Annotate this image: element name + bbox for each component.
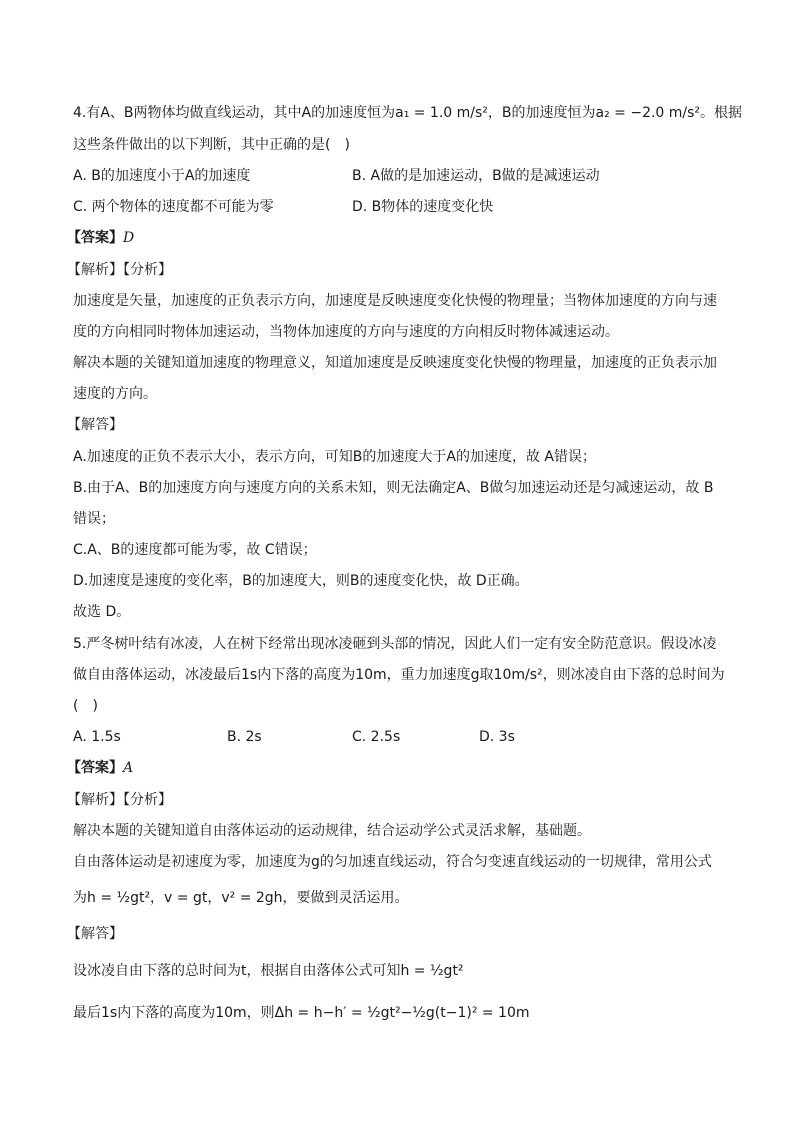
q5-solution-line: 设冰凌自由下落的总时间为t，根据自由落体公式可知h = ½gt² bbox=[73, 963, 464, 979]
q4-analysis-line: 度的方向相同时物体加速运动，当物体加速度的方向与速度的方向相反时物体减速运动。 bbox=[73, 324, 619, 340]
q5-option-c: C. 2.5s bbox=[352, 729, 401, 745]
q4-answer-tag: 【答案】 bbox=[67, 230, 123, 246]
q5-analysis-line: 为h = ½gt²，v = gt，v² = 2gh，要做到灵活运用。 bbox=[73, 890, 409, 906]
q4-analysis-line: 解决本题的关键知道加速度的物理意义，知道加速度是反映速度变化快慢的物理量，加速度的正负表示加 bbox=[73, 355, 717, 371]
q5-analysis-line: 自由落体运动是初速度为零，加速度为g的匀加速直线运动，符合匀变速直线运动的一切规律，常用公式 bbox=[73, 854, 712, 870]
q4-stem-line2: 这些条件做出的以下判断，其中正确的是( ) bbox=[73, 137, 350, 153]
q5-stem-line2: 做自由落体运动，冰凌最后1s内下落的高度为10m，重力加速度g取10m/s²，则冰凌自由下落的总时间为 bbox=[73, 667, 725, 683]
q4-analysis-line: 速度的方向。 bbox=[73, 386, 157, 402]
q4-answer-row bbox=[67, 228, 717, 248]
q4-analysis-line: 加速度是矢量，加速度的正负表示方向，加速度是反映速度变化快慢的物理量；当物体加速度的方向与速 bbox=[73, 293, 717, 309]
q5-stem-line1: 5.严冬树叶结有冰凌，人在树下经常出现冰凌砸到头部的情况，因此人们一定有安全防范意识。假设冰凌 bbox=[73, 636, 717, 652]
q4-answer-value: D bbox=[123, 230, 135, 246]
q5-analysis-tag: 【解析】【分析】 bbox=[67, 792, 172, 808]
q4-solution-line: 错误； bbox=[73, 511, 115, 527]
q5-option-a: A. 1.5s bbox=[73, 729, 121, 745]
q4-option-b: B. A做的是加速运动，B做的是减速运动 bbox=[352, 168, 600, 184]
q4-solution-line: C.A、B的速度都可能为零，故 C错误； bbox=[73, 542, 317, 558]
q5-answer-tag: 【答案】 bbox=[67, 760, 123, 776]
q4-solution-line: 故选 D。 bbox=[73, 604, 131, 620]
q5-analysis-line: 解决本题的关键知道自由落体运动的运动规律，结合运动学公式灵活求解，基础题。 bbox=[73, 823, 591, 839]
q5-solution-tag: 【解答】 bbox=[67, 926, 123, 942]
q5-option-b: B. 2s bbox=[227, 729, 262, 745]
q5-stem-line3: ( ) bbox=[73, 698, 98, 714]
q4-solution-line: A.加速度的正负不表示大小，表示方向，可知B的加速度大于A的加速度，故 A错误； bbox=[73, 449, 596, 465]
q4-option-d: D. B物体的速度变化快 bbox=[352, 199, 494, 215]
q5-option-d: D. 3s bbox=[479, 729, 515, 745]
q4-solution-line: D.加速度是速度的变化率，B的加速度大，则B的速度变化快，故 D正确。 bbox=[73, 573, 529, 589]
q4-solution-tag: 【解答】 bbox=[67, 417, 123, 433]
q4-solution-line: B.由于A、B的加速度方向与速度方向的关系未知，则无法确定A、B做匀加速运动还是匀减速运动，故 B bbox=[73, 480, 714, 496]
q5-answer-row bbox=[67, 758, 717, 778]
q4-option-a: A. B的加速度小于A的加速度 bbox=[73, 168, 251, 184]
q4-stem-line1: 4.有A、B两物体均做直线运动，其中A的加速度恒为a₁ = 1.0 m/s²，B的加速度恒为a₂ = −2.0 m/s²。根据 bbox=[73, 105, 743, 121]
q5-solution-line: 最后1s内下落的高度为10m，则Δh = h−h′ = ½gt²−½g(t−1)² = 10m bbox=[73, 1005, 530, 1021]
q4-analysis-tag: 【解析】【分析】 bbox=[67, 262, 172, 278]
q5-answer-value: A bbox=[123, 760, 134, 776]
q4-option-c: C. 两个物体的速度都不可能为零 bbox=[73, 199, 274, 215]
